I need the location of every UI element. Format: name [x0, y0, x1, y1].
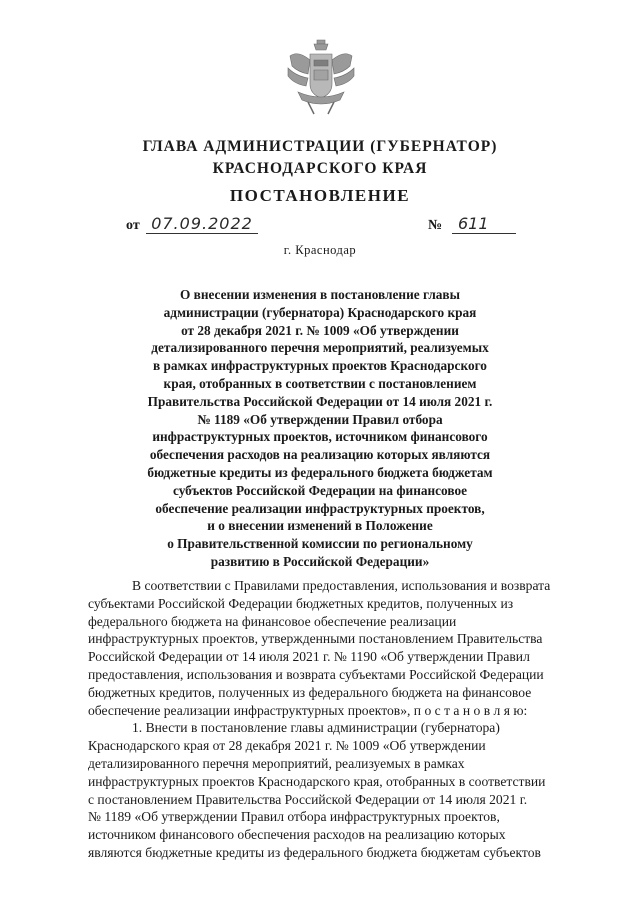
body-line: с постановлением Правительства Российской Федерации от 14 июля 2021 г. [88, 791, 528, 807]
body-line: являются бюджетные кредиты из федерального бюджета бюджетам субъектов [88, 844, 541, 860]
title-line: обеспечения расходов на реализацию которых являются [149, 447, 491, 463]
body-line: В соответствии с Правилами предоставления, использования и возврата [132, 578, 551, 593]
body-line: инфраструктурных проектов, утвержденными постановлением Правительства [88, 631, 543, 647]
date-number-line [0, 214, 640, 238]
resolution-body [88, 577, 602, 862]
body-line: бюджетных кредитов, полученных из федерального бюджета на финансовое [88, 684, 532, 700]
title-line: О внесении изменения в постановление главы [179, 287, 460, 302]
issuer-line-1: ГЛАВА АДМИНИСТРАЦИИ (ГУБЕРНАТОР) [142, 138, 498, 155]
resolution-title [120, 286, 520, 571]
handwritten-number: 611 [452, 214, 516, 234]
body-line: федерального бюджета на финансовое обеспечение реализации [88, 613, 457, 629]
coat-of-arms-emblem [284, 36, 358, 118]
number-prefix: № [428, 218, 443, 233]
title-line: в рамках инфраструктурных проектов Краснодарского [153, 358, 487, 374]
body-line: Российской Федерации от 14 июля 2021 г. № 1190 «Об утверждении Правил [88, 649, 530, 665]
body-line: детализированного перечня мероприятий, реализуемых в рамках [88, 755, 465, 771]
body-line: предоставления, использования и возврата субъектами Российской Федерации [88, 666, 544, 682]
title-line: от 28 декабря 2021 г. № 1009 «Об утверждении [181, 322, 459, 338]
title-line: № 1189 «Об утверждении Правил отбора [197, 411, 443, 427]
title-line: администрации (губернатора) Краснодарского края [163, 304, 477, 320]
body-line: 1. Внести в постановление главы администрации (губернатора) [132, 720, 500, 736]
title-line: инфраструктурных проектов, источником финансового [152, 429, 488, 445]
title-line: субъектов Российской Федерации на финансовое [172, 482, 468, 498]
body-line: источником финансового обеспечения расходов на реализацию которых [88, 827, 506, 843]
body-line: обеспечение реализации инфраструктурных проектов», п о с т а н о в л я ю: [88, 702, 528, 718]
title-line: края, отобранных в соответствии с постановлением [163, 375, 477, 391]
title-line: о Правительственной комиссии по региональному [167, 536, 473, 552]
title-line: обеспечение реализации инфраструктурных проектов, [155, 500, 485, 516]
handwritten-date: 07.09.2022 [146, 214, 258, 234]
title-line: и о внесении изменений в Положение [207, 518, 433, 534]
title-line: бюджетные кредиты из федерального бюджета бюджетам [147, 464, 493, 480]
title-line: детализированного перечня мероприятий, реализуемых [151, 340, 489, 356]
body-line: Краснодарского края от 28 декабря 2021 г. № 1009 «Об утверждении [88, 738, 486, 754]
document-type: ПОСТАНОВЛЕНИЕ [229, 186, 411, 205]
body-line: № 1189 «Об утверждении Правил отбора инфраструктурных проектов, [88, 809, 500, 825]
city-line: г. Краснодар [283, 243, 357, 257]
body-line: субъектами Российской Федерации бюджетных кредитов, полученных из [88, 595, 514, 611]
issuer-heading [0, 136, 640, 180]
issuer-line-2: КРАСНОДАРСКОГО КРАЯ [212, 160, 428, 177]
date-prefix: от [126, 218, 140, 233]
title-line: Правительства Российской Федерации от 14 июля 2021 г. [147, 393, 493, 409]
title-line: развитию в Российской Федерации» [210, 553, 430, 569]
body-line: инфраструктурных проектов Краснодарского края, отобранных в соответствии [88, 773, 546, 789]
